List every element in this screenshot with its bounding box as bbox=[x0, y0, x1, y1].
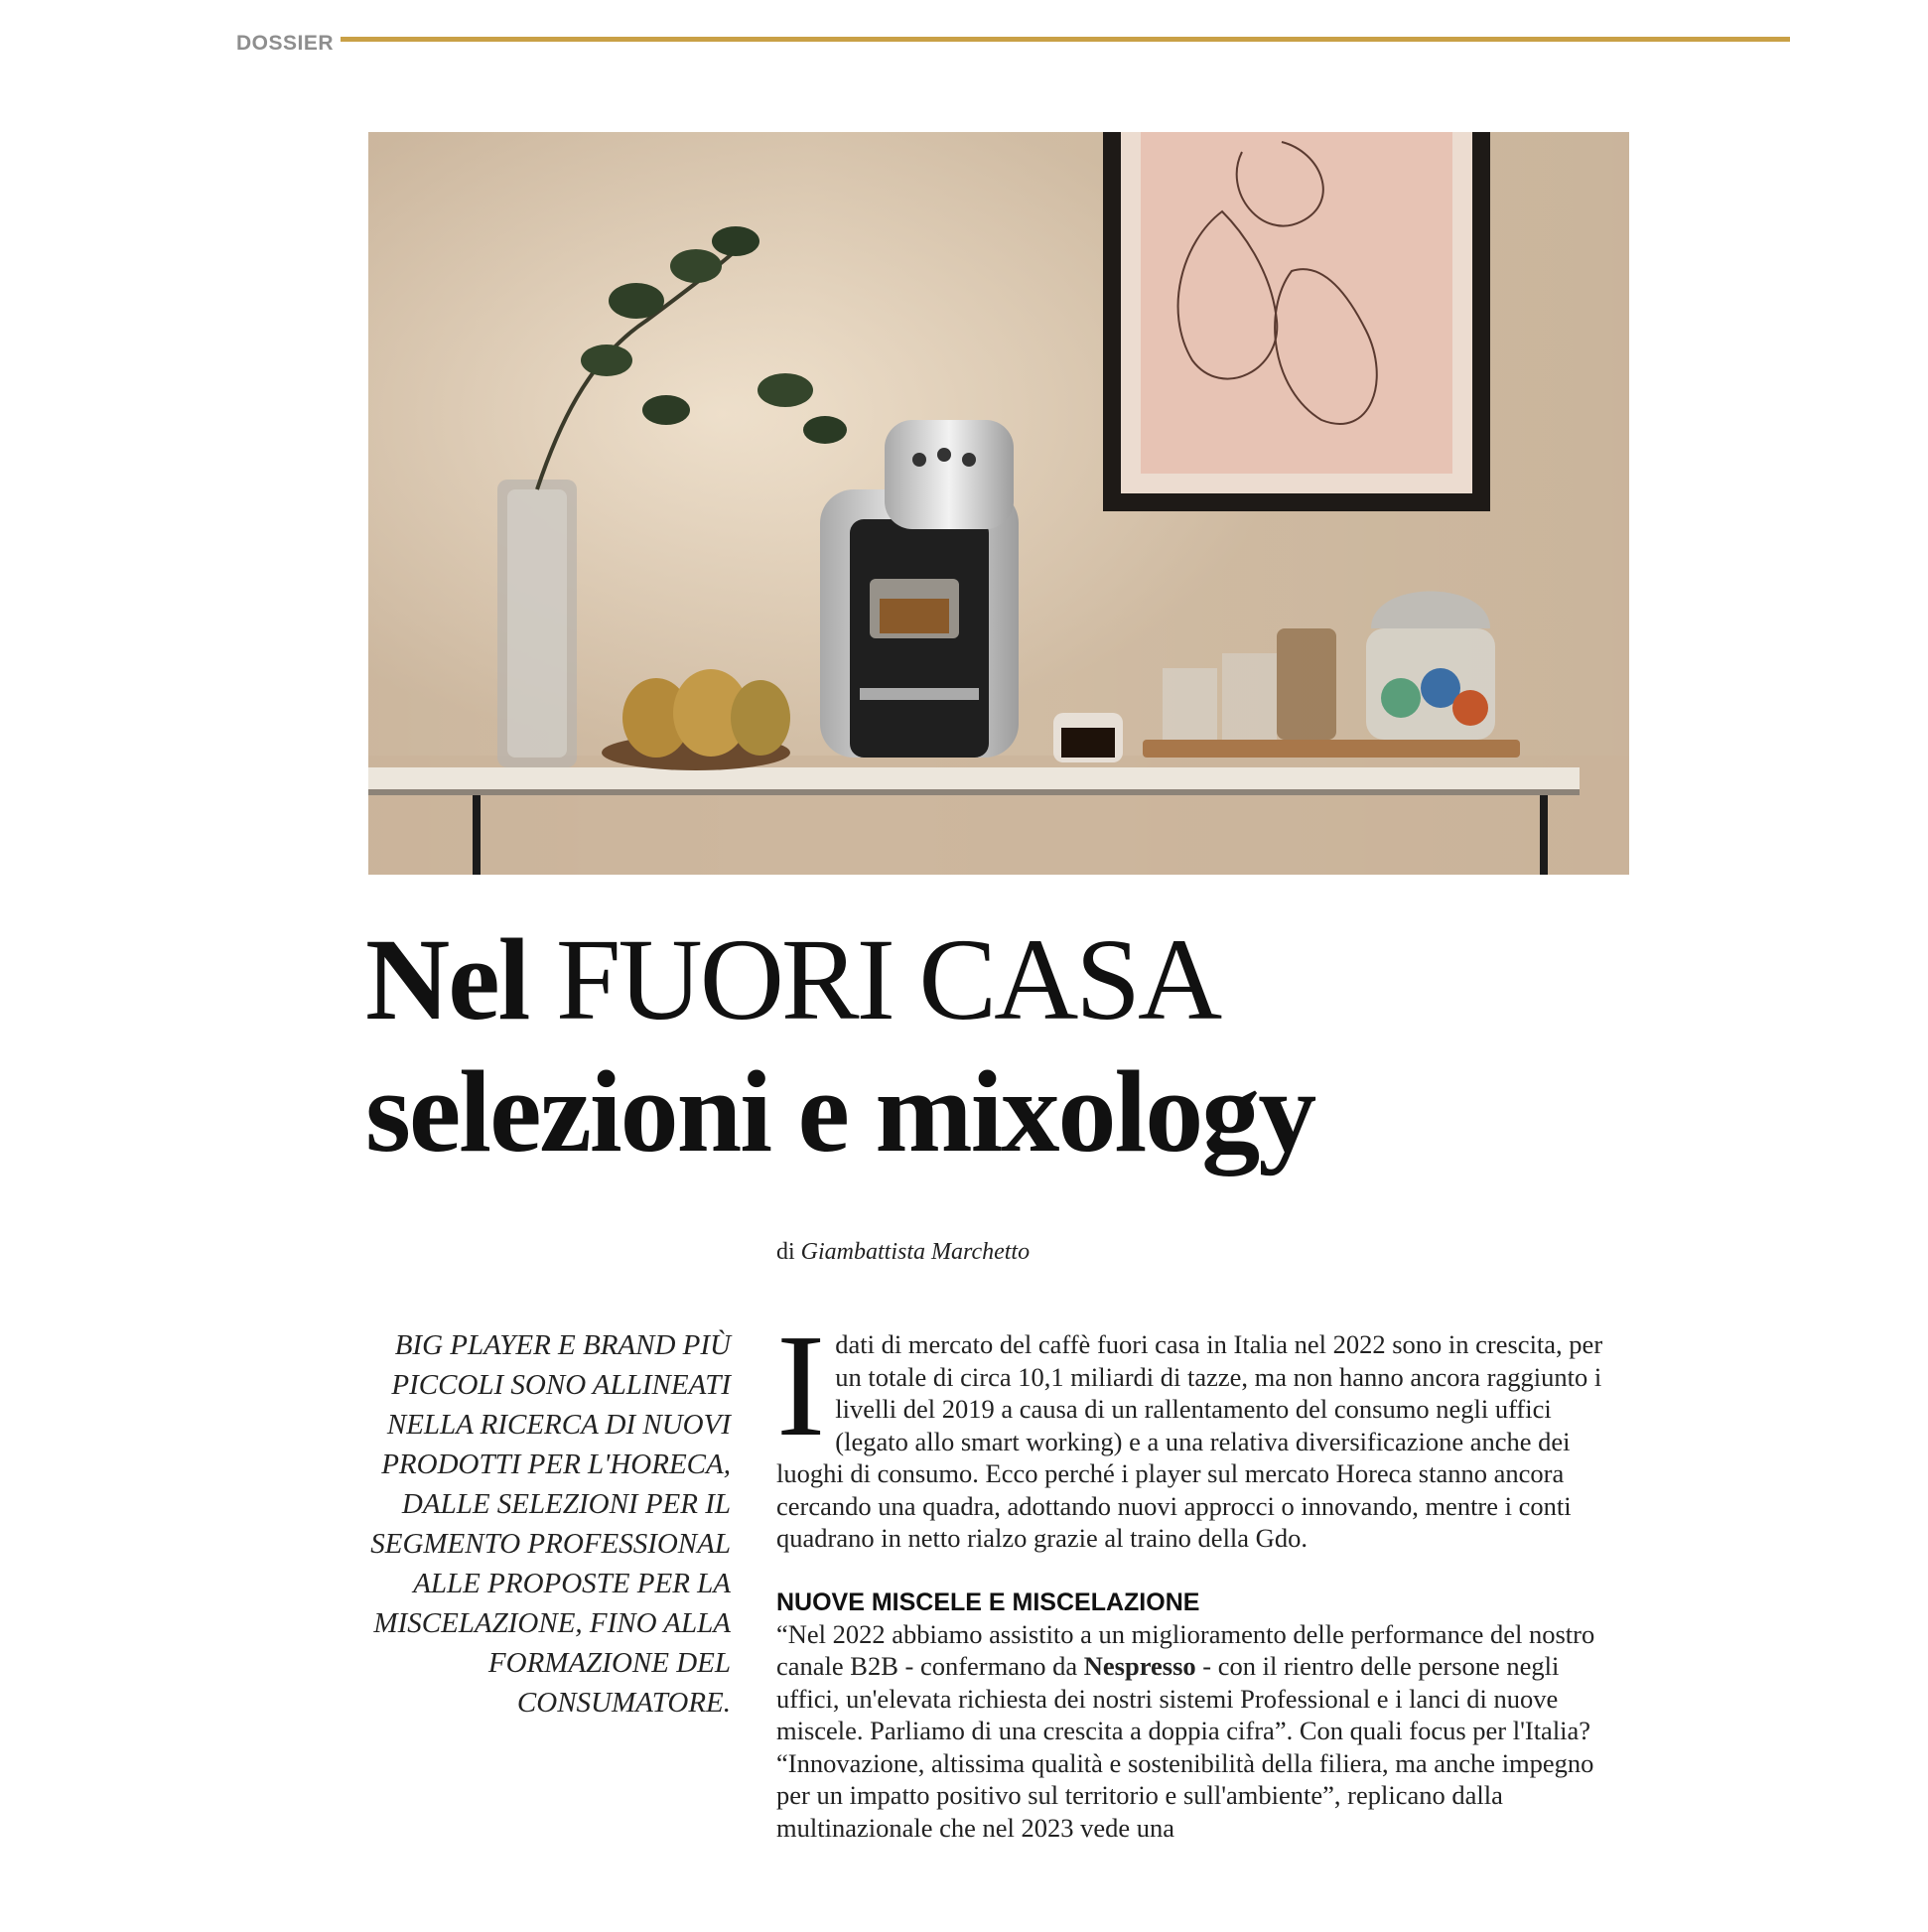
body-paragraph-2-start: “Nel 2022 abbiamo assistito a un miglioramento delle performance del nostro canale B2B - confermano da bbox=[776, 1618, 1595, 1681]
byline bbox=[776, 1239, 1030, 1266]
drop-cap: I bbox=[776, 1305, 826, 1467]
table bbox=[368, 756, 1629, 875]
headline-word-bold: Nel bbox=[365, 914, 529, 1044]
body-paragraph-2 bbox=[776, 1618, 1620, 1845]
hero-photo bbox=[368, 132, 1629, 875]
body-paragraph-1 bbox=[776, 1305, 1620, 1555]
framed-artwork bbox=[1103, 132, 1490, 511]
section-subhead: NUOVE MISCELE E MISCELAZIONE bbox=[776, 1587, 1200, 1616]
espresso-cup bbox=[1053, 713, 1123, 762]
byline-prefix: di bbox=[776, 1239, 795, 1265]
section-label: DOSSIER bbox=[236, 32, 335, 55]
headline-word-regular: FUORI CASA bbox=[555, 914, 1220, 1044]
headline-line-2: selezioni e mixology bbox=[365, 1046, 1315, 1177]
header-rule bbox=[341, 37, 1790, 42]
headline bbox=[365, 913, 1656, 1178]
brand-name: Nespresso bbox=[1083, 1651, 1196, 1681]
body-paragraph-1-text: dati di mercato del caffè fuori casa in Italia nel 2022 sono in crescita, per un totale di circa 10,1 miliardi di tazze, ma non hanno ancora raggiunto i livelli del 2019 a causa di un rallentamento del consumo negli uffici (legato allo smart working) e a una relativa diversificazione anche dei luoghi di consumo. Ecco perché i player sul mercato Horeca stanno ancora cercando una quadra, adottando nuovi approcci o innovando, mentre i conti quadrano in netto rialzo grazie al traino della Gdo. bbox=[776, 1329, 1603, 1553]
article-body bbox=[776, 1305, 1620, 1844]
body-paragraph-2-end: - con il rientro delle persone negli uffici, un'elevata richiesta dei nostri sistemi Professional e i lanci di nuove miscele. Parliamo di una crescita a doppia cifra”. Con quali focus per l'Italia? “Innovazione, altissima qualità e sostenibilità della filiera, ma anche impegno per un impatto positivo sul territorio e sull'ambiente”, replicano dalla multinazionale che nel 2023 vede una bbox=[776, 1651, 1594, 1843]
lead-paragraph: BIG PLAYER E BRAND PIÙ PICCOLI SONO ALLINEATI NELLA RICERCA DI NUOVI PRODOTTI PER L'HORECA, DALLE SELEZIONI PER IL SEGMENTO PROFESSIONAL ALLE PROPOSTE PER LA MISCELAZIONE, FINO ALLA FORMAZIONE DEL CONSUMATORE. bbox=[370, 1329, 731, 1719]
byline-author: Giambattista Marchetto bbox=[800, 1239, 1031, 1265]
